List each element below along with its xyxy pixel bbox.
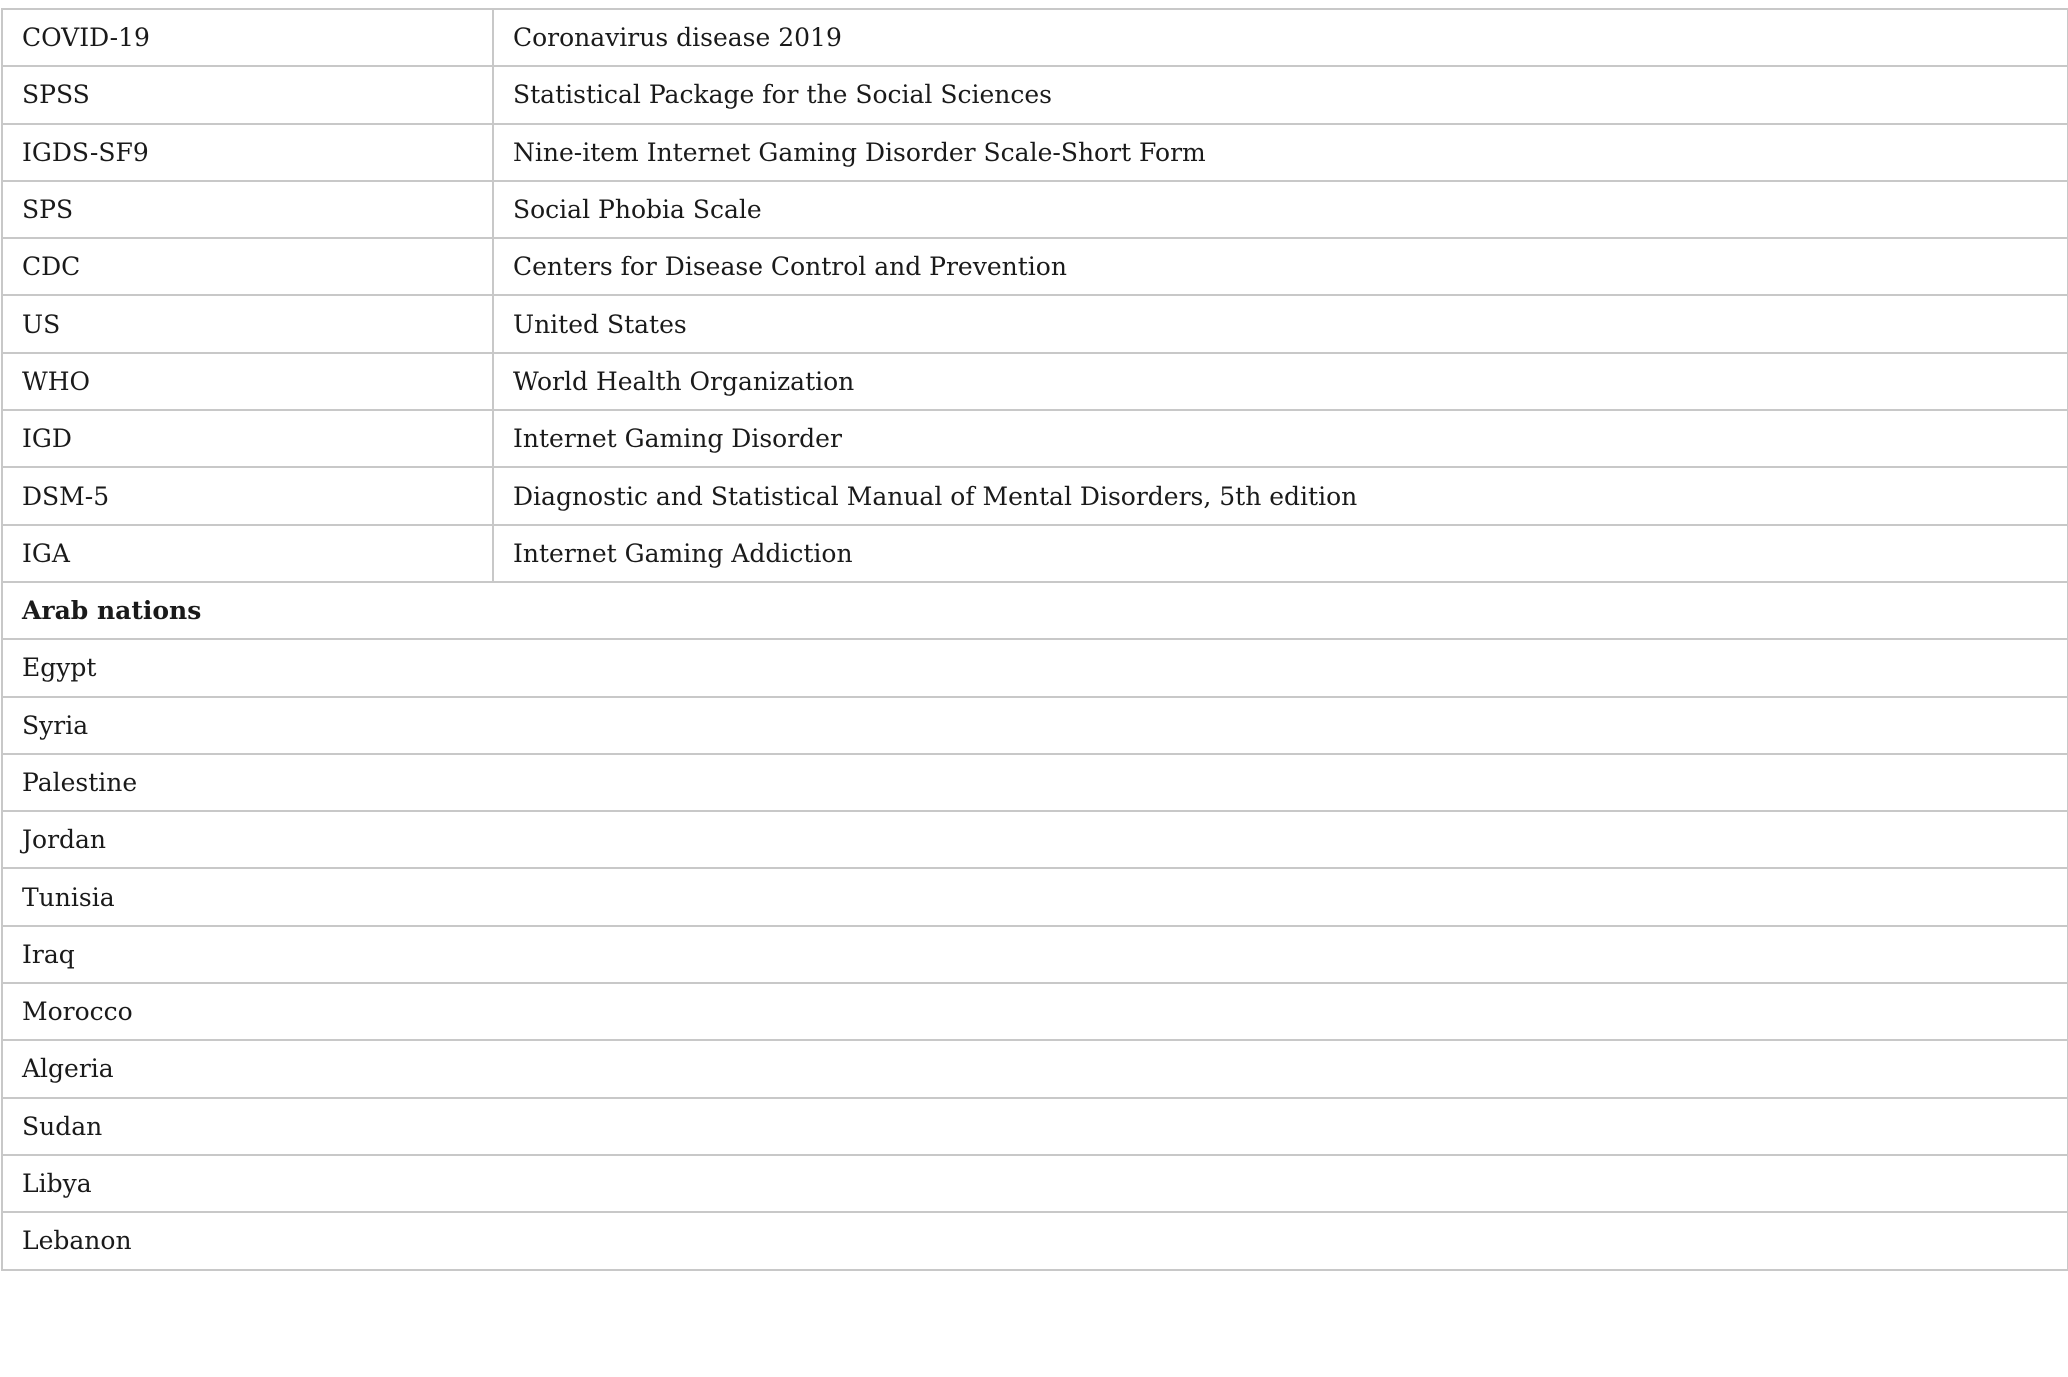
abbreviation-cell: SPS <box>2 181 493 238</box>
table-row <box>2 66 2068 123</box>
table-row <box>2 410 2068 467</box>
definition-cell: United States <box>493 295 2068 352</box>
abbreviation-cell: IGDS-SF9 <box>2 124 493 181</box>
table-row <box>2 353 2068 410</box>
country-cell: Jordan <box>2 811 2068 868</box>
definition-cell: Centers for Disease Control and Prevention <box>493 238 2068 295</box>
table-row <box>2 983 2068 1040</box>
country-cell: Algeria <box>2 1040 2068 1097</box>
definition-cell: Coronavirus disease 2019 <box>493 9 2068 66</box>
table-row <box>2 9 2068 66</box>
definition-cell: Social Phobia Scale <box>493 181 2068 238</box>
table-row <box>2 639 2068 696</box>
table-row <box>2 1212 2068 1269</box>
country-cell: Sudan <box>2 1098 2068 1155</box>
abbreviation-cell: COVID-19 <box>2 9 493 66</box>
abbreviation-cell: IGA <box>2 525 493 582</box>
country-cell: Palestine <box>2 754 2068 811</box>
table-row <box>2 811 2068 868</box>
table-row <box>2 467 2068 524</box>
table-row <box>2 124 2068 181</box>
definition-cell: Diagnostic and Statistical Manual of Mental Disorders, 5th edition <box>493 467 2068 524</box>
section-heading: Arab nations <box>2 582 2068 639</box>
abbreviation-cell: DSM-5 <box>2 467 493 524</box>
table-row <box>2 525 2068 582</box>
abbreviation-cell: US <box>2 295 493 352</box>
table-row <box>2 238 2068 295</box>
abbreviation-cell: CDC <box>2 238 493 295</box>
abbreviation-cell: WHO <box>2 353 493 410</box>
country-cell: Libya <box>2 1155 2068 1212</box>
country-cell: Egypt <box>2 639 2068 696</box>
abbreviation-cell: IGD <box>2 410 493 467</box>
definition-cell: Internet Gaming Disorder <box>493 410 2068 467</box>
country-cell: Lebanon <box>2 1212 2068 1269</box>
table-row <box>2 754 2068 811</box>
definition-cell: World Health Organization <box>493 353 2068 410</box>
abbreviations-table-container <box>1 8 2067 1271</box>
country-cell: Tunisia <box>2 868 2068 925</box>
table-row <box>2 181 2068 238</box>
definition-cell: Internet Gaming Addiction <box>493 525 2068 582</box>
country-cell: Syria <box>2 697 2068 754</box>
abbreviation-cell: SPSS <box>2 66 493 123</box>
abbreviations-table <box>1 8 2068 1271</box>
table-row <box>2 868 2068 925</box>
section-heading-row <box>2 582 2068 639</box>
definition-cell: Nine-item Internet Gaming Disorder Scale-Short Form <box>493 124 2068 181</box>
table-row <box>2 295 2068 352</box>
definition-cell: Statistical Package for the Social Sciences <box>493 66 2068 123</box>
table-row <box>2 1040 2068 1097</box>
table-row <box>2 926 2068 983</box>
country-cell: Iraq <box>2 926 2068 983</box>
country-cell: Morocco <box>2 983 2068 1040</box>
table-row <box>2 697 2068 754</box>
table-row <box>2 1155 2068 1212</box>
table-row <box>2 1098 2068 1155</box>
